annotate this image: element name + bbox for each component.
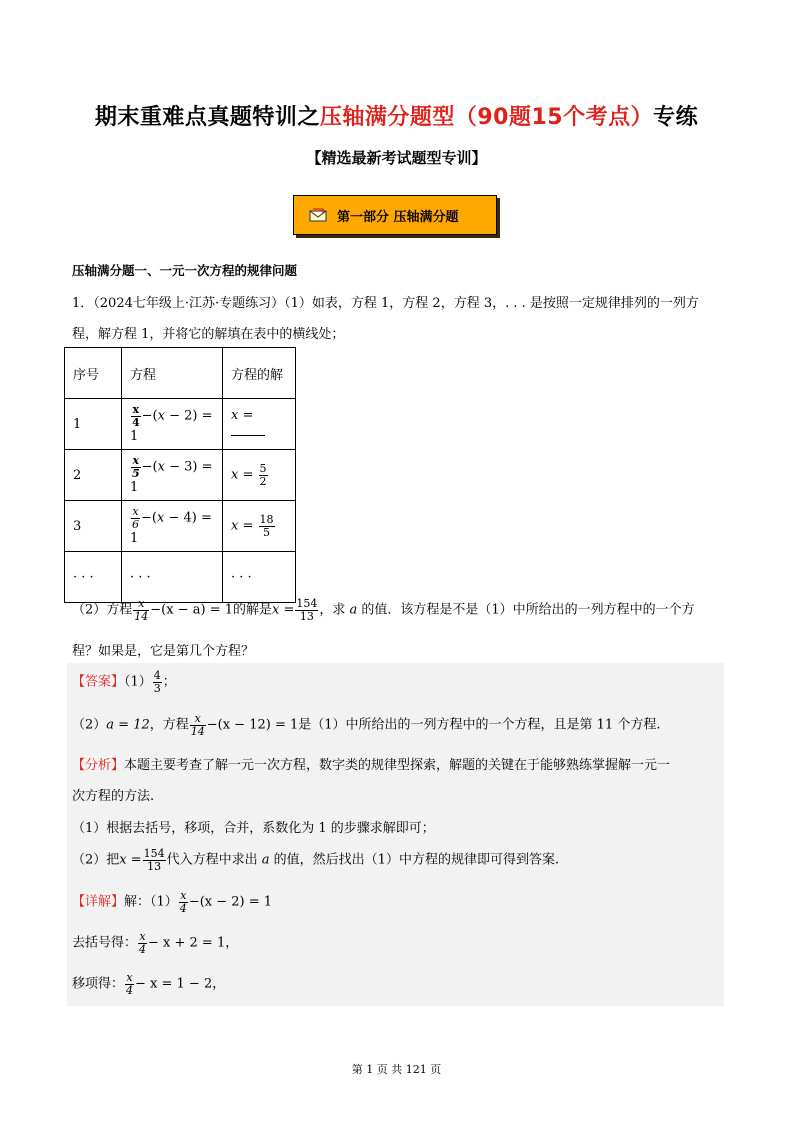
frac-den: 13 <box>299 609 314 623</box>
frac-den: 3 <box>153 681 161 695</box>
solution-cell: x = <box>223 399 296 450</box>
text: 的值．该方程是不是（1）中所给出的一列方程中的一个方 <box>357 602 695 618</box>
fraction <box>131 455 141 479</box>
frac-num: 5 <box>259 461 267 475</box>
frac-num: 154 <box>296 597 318 610</box>
question-line-1: 1．（2024七年级上·江苏·专题练习）（1）如表，方程 1，方程 2，方程 3，. . . 是按照一定规律排列的一列方 <box>72 296 699 311</box>
question-part-2-line-2: 程？如果是，它是第几个方程？ <box>72 644 255 659</box>
text: 本题主要考查了解一元一次方程，数字类的规律型探索，解题的关键在于能够熟练掌握解一元一 <box>124 758 671 773</box>
math-text: − x + 2 = 1， <box>148 935 239 951</box>
fraction <box>179 890 188 914</box>
frac-num: x <box>133 598 149 611</box>
frac-num: 18 <box>259 512 274 526</box>
frac-den: 6 <box>132 518 139 531</box>
frac-num: x <box>126 971 133 984</box>
fraction <box>133 598 149 622</box>
const: 3 <box>184 460 193 475</box>
detail-tag: 【详解】 <box>72 894 125 910</box>
solution-cell: x = $\frac{18}{5}$ <box>223 501 296 552</box>
page-footer: 第 1 页 共 121 页 <box>351 1063 442 1076</box>
frac-num: x <box>139 930 146 943</box>
ellipsis-cell: · · · <box>65 552 122 603</box>
title-part-1: 期末重难点真题特训之 <box>94 105 320 130</box>
frac-num: x <box>190 713 206 726</box>
math-text: x = <box>272 602 295 618</box>
solution-cell: x = $\frac{5}{2}$ <box>223 450 296 501</box>
text: 是（1）中所给出的一列方程中的一个方程，且是第 11 个方程. <box>298 717 661 733</box>
text: （2）方程 <box>72 602 133 618</box>
fraction <box>295 598 318 622</box>
frac-num: x <box>132 403 140 417</box>
frac-den: 5 <box>263 525 271 539</box>
text: （1） <box>124 674 152 690</box>
math-text: −(x − 12) = 1 <box>206 717 299 733</box>
frac-num: x <box>132 454 140 468</box>
text: 的解是 <box>233 602 273 618</box>
fraction <box>125 972 134 996</box>
answer-tag: 【答案】 <box>72 674 125 690</box>
table-row <box>65 501 296 552</box>
text: 解：（1） <box>124 894 178 910</box>
page-title <box>0 100 793 131</box>
frac-den: 4 <box>139 942 147 956</box>
text: ，方程 <box>149 717 189 733</box>
analysis-line-1 <box>72 754 670 773</box>
row-number: 3 <box>65 501 122 552</box>
frac-den: 5 <box>132 467 140 480</box>
analysis-line-3: （1）根据去括号，移项，合并，系数化为 1 的步骤求解即可； <box>72 821 435 836</box>
fraction <box>131 506 140 530</box>
frac-den: 14 <box>134 609 149 623</box>
frac-num: 4 <box>153 669 161 682</box>
title-highlight: 压轴满分题型（90题15个考点） <box>319 105 654 130</box>
text: （2） <box>72 717 107 733</box>
text: 的值，然后找出（1）中方程的规律即可得到答案. <box>269 852 560 868</box>
detail-line <box>72 890 272 914</box>
math-text: x = <box>119 852 142 868</box>
fraction <box>190 713 206 737</box>
table-row <box>65 450 296 501</box>
section-banner <box>293 195 497 235</box>
math-text: −(x − 2) = 1 <box>188 894 273 910</box>
text: ，求 <box>319 602 350 618</box>
text: ； <box>162 674 176 690</box>
equation-cell: $\frac{x}{4}$ −(x − 2) = 1 <box>122 399 223 450</box>
analysis-tag: 【分析】 <box>72 758 125 773</box>
const: 4 <box>183 511 192 526</box>
math-text: a <box>349 602 358 618</box>
fraction <box>259 514 275 538</box>
header-cell: 方程 <box>122 348 223 399</box>
frac-den: 14 <box>190 724 205 738</box>
frac-den: 4 <box>126 983 134 997</box>
detail-step-1 <box>72 931 238 955</box>
envelope-icon <box>309 208 327 222</box>
header-cell: 方程的解 <box>223 348 296 399</box>
table-header-row <box>65 348 296 399</box>
math-text: − x = 1 − 2， <box>135 976 226 992</box>
answer-blank <box>231 423 265 436</box>
fraction <box>131 404 141 428</box>
section-heading: 压轴满分题一、一元一次方程的规律问题 <box>72 263 298 278</box>
frac-den: 4 <box>179 901 187 915</box>
table-row <box>65 399 296 450</box>
detail-step-2 <box>72 972 225 996</box>
ellipsis-cell: · · · <box>122 552 223 603</box>
analysis-line-4 <box>72 848 559 872</box>
fraction <box>138 931 147 955</box>
text: 代入方程中求出 <box>166 852 262 868</box>
answer-line <box>72 670 176 694</box>
equation-cell: $\frac{x}{5}$ −(x − 3) = 1 <box>122 450 223 501</box>
title-part-2: 专练 <box>653 105 699 130</box>
math-text: a <box>261 852 270 868</box>
equation-table <box>64 347 296 603</box>
math-text: −(x − a) = 1 <box>150 602 233 618</box>
equation-cell: $\frac{x}{6}$ −(x − 4) = 1 <box>122 501 223 552</box>
answer-part-2 <box>72 713 660 737</box>
frac-num: 154 <box>143 847 165 860</box>
fraction <box>259 463 268 487</box>
question-part-2 <box>72 598 695 622</box>
row-number: 2 <box>65 450 122 501</box>
header-cell: 序号 <box>65 348 122 399</box>
row-number: 1 <box>65 399 122 450</box>
fraction <box>143 848 166 872</box>
analysis-line-2: 次方程的方法. <box>72 789 155 804</box>
frac-num: x <box>132 505 139 519</box>
frac-num: x <box>180 889 187 902</box>
page-subtitle: 【精选最新考试题型专训】 <box>306 149 487 167</box>
math-text: a = 12 <box>106 717 150 733</box>
frac-den: 13 <box>147 859 162 873</box>
frac-den: 4 <box>132 416 140 429</box>
const: 2 <box>184 409 193 424</box>
question-line-2: 程，解方程 1，并将它的解填在表中的横线处； <box>72 327 345 342</box>
text: 移项得： <box>72 976 125 992</box>
text: 去括号得： <box>72 935 138 951</box>
table-row <box>65 552 296 603</box>
fraction <box>153 670 162 694</box>
banner-label: 第一部分 压轴满分题 <box>337 209 459 225</box>
text: （2）把 <box>72 852 120 868</box>
ellipsis-cell: · · · <box>223 552 296 603</box>
frac-den: 2 <box>259 474 267 488</box>
